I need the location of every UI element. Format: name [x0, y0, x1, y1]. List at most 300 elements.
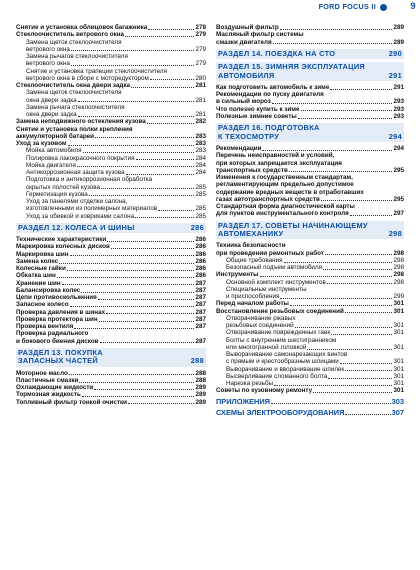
toc-entry-title: смазки двигателя	[216, 38, 272, 46]
dot-leader	[330, 89, 392, 90]
toc-entry	[16, 126, 206, 133]
wiring-diagrams-title: СХЕМЫ ЭЛЕКТРООБОРУДОВАНИЯ	[216, 407, 345, 417]
dot-leader	[301, 110, 393, 111]
toc-entry[interactable]	[16, 191, 206, 198]
toc-entry-title: транспортных средств	[216, 166, 288, 174]
dot-leader	[147, 123, 195, 124]
toc-entry-title: ветрового окна	[26, 60, 70, 68]
toc-entry-page: 287	[195, 286, 206, 294]
toc-entry-title: Болты с внутренним шестигранником	[226, 336, 337, 344]
dot-leader	[70, 255, 195, 256]
toc-entry	[16, 104, 206, 111]
toc-entry-title: Снятие и установка облицовок багажника	[16, 24, 148, 31]
toc-entry-page: 289	[195, 398, 206, 406]
dot-leader	[126, 174, 195, 175]
toc-entry-title: Замена щеток стеклоочистителя	[26, 89, 122, 97]
toc-entry-page: 287	[195, 308, 206, 316]
toc-entry[interactable]	[16, 370, 206, 377]
toc-entry[interactable]	[16, 384, 206, 391]
toc-entry-page: 288	[195, 369, 206, 377]
toc-entry[interactable]	[216, 84, 404, 91]
dot-leader	[101, 188, 194, 189]
toc-entry[interactable]	[16, 294, 206, 301]
section-14-title: РАЗДЕЛ 14. ПОЕЗДКА НА СТО	[218, 48, 336, 58]
toc-entry[interactable]	[216, 264, 404, 271]
dot-leader	[67, 270, 195, 271]
toc-entry-page: 293	[393, 105, 404, 113]
toc-entry-page: 289	[195, 384, 206, 392]
dot-leader	[106, 313, 194, 314]
section-14-heading[interactable]	[216, 49, 404, 59]
dot-leader	[272, 103, 393, 104]
toc-entry[interactable]	[16, 399, 206, 406]
toc-entry[interactable]	[216, 167, 404, 174]
toc-entry[interactable]	[16, 243, 206, 250]
toc-entry-title: регламентирующим предельно допустимое	[216, 181, 354, 189]
toc-entry-title: для пунктов инструментального контроля	[216, 210, 349, 218]
toc-entry[interactable]	[16, 60, 206, 67]
toc-entry-page: 284	[195, 154, 206, 162]
toc-entry-page: 291	[393, 83, 404, 91]
toc-entry-title: Отворачивание поврежденных гаек	[226, 329, 331, 337]
dot-leader	[71, 50, 195, 51]
toc-entry-title: Герметизация кузова	[26, 190, 88, 198]
toc-entry	[16, 68, 206, 75]
section-17-title-line-2: АВТОМЕХАНИКУ	[218, 228, 284, 238]
toc-entry-page: 284	[195, 161, 206, 169]
dot-leader	[71, 65, 195, 66]
toc-entry[interactable]	[16, 391, 206, 398]
toc-entry-page: 283	[195, 132, 206, 140]
toc-entry[interactable]	[16, 82, 206, 89]
toc-entry-page: 287	[195, 301, 206, 309]
toc-entry[interactable]	[16, 309, 206, 316]
toc-entry-title: Снятие и установка трапеции стеклоочистителя	[26, 67, 167, 75]
toc-entry-page: 287	[195, 323, 206, 331]
toc-entry[interactable]	[216, 366, 404, 373]
toc-entry[interactable]	[216, 210, 404, 217]
toc-entry-title: Выворачивание самонарезающих винтов	[226, 351, 348, 359]
toc-entry-title: Что полезно купить к зиме	[216, 105, 300, 113]
toc-entry-title: Восстановление резьбовых соединений	[216, 307, 344, 315]
toc-entry-page: 294	[393, 145, 404, 153]
toc-entry	[216, 242, 404, 249]
page-number: 9	[410, 1, 416, 11]
toc-entry-title: Как подготовить автомобиль к зиме	[216, 83, 330, 91]
dot-leader	[260, 276, 393, 277]
dot-leader	[262, 150, 392, 151]
toc-entry[interactable]	[216, 39, 404, 46]
toc-entry-page: 281	[195, 82, 206, 89]
toc-entry[interactable]	[16, 111, 206, 118]
dot-leader	[111, 248, 195, 249]
toc-entry-title: Рекомендации по пуску двигателя	[216, 91, 324, 99]
section-16-title-line-1: РАЗДЕЛ 16. ПОДГОТОВКА	[218, 123, 320, 133]
toc-entry-title: Техника безопасности	[216, 242, 286, 250]
toc-entry[interactable]	[216, 196, 404, 203]
section-17-heading[interactable]	[216, 221, 404, 240]
toc-entry	[216, 337, 404, 344]
toc-entry[interactable]	[16, 205, 206, 212]
appendix-title: ПРИЛОЖЕНИЯ	[216, 396, 270, 406]
dot-leader	[271, 403, 391, 404]
toc-entry[interactable]	[16, 301, 206, 308]
toc-entry-page: 287	[195, 315, 206, 323]
dot-leader	[78, 116, 195, 117]
toc-entry[interactable]	[16, 184, 206, 191]
dot-leader	[298, 118, 393, 119]
dot-leader	[59, 263, 194, 264]
dot-leader	[307, 349, 392, 350]
toc-entry[interactable]	[16, 280, 206, 287]
dot-leader	[273, 43, 393, 44]
toc-entry[interactable]	[216, 373, 404, 380]
toc-entry-title: содержание вредных веществ в отработавших	[216, 188, 364, 196]
toc-right-block-4	[216, 242, 404, 394]
toc-entry[interactable]	[216, 106, 404, 113]
toc-entry-page: 280	[195, 74, 206, 82]
toc-entry-page: 286	[195, 272, 206, 280]
dot-leader	[289, 171, 393, 172]
toc-entry-title: Стеклоочиститель окна двери задка	[16, 82, 131, 89]
section-13-page: 288	[190, 356, 204, 366]
toc-entry-title: ветрового окна в сборе с моторедуктором	[26, 74, 149, 82]
toc-entry-page: 301	[393, 343, 404, 351]
toc-entry-page: 301	[393, 387, 404, 395]
toc-entry-title: Замена щеток стеклоочистителя	[26, 38, 122, 46]
toc-entry-title: Колесные гайки	[16, 265, 66, 273]
dot-leader	[290, 305, 393, 306]
toc-right-block-2	[216, 84, 404, 120]
toc-entry-title: Обкатка шин	[16, 272, 56, 280]
toc-entry-title: Балансировка колес	[16, 286, 81, 294]
toc-entry-title: Масляный фильтр системы	[216, 31, 304, 39]
toc-entry	[216, 203, 404, 210]
toc-entry-title: Технические характеристики	[16, 236, 107, 244]
toc-right-column	[216, 24, 404, 419]
toc-entry[interactable]	[216, 344, 404, 351]
toc-entry-page: 301	[393, 365, 404, 373]
dot-leader	[313, 392, 392, 393]
toc-entry[interactable]	[16, 251, 206, 258]
toc-entry-title: Проверка радиального	[16, 330, 89, 338]
toc-entry-title: Проверка давления в шинах	[16, 308, 106, 316]
toc-entry-page: 298	[393, 256, 404, 264]
toc-entry-title: Топливный фильтр тонкой очистки	[16, 398, 128, 406]
toc-entry[interactable]	[16, 75, 206, 82]
toc-entry	[216, 31, 404, 38]
section-17-title-line-1: РАЗДЕЛ 17. СОВЕТЫ НАЧИНАЮЩЕМУ	[218, 220, 368, 230]
toc-entry[interactable]	[16, 377, 206, 384]
toc-entry[interactable]	[16, 155, 206, 162]
toc-entry	[16, 53, 206, 60]
toc-entry-title: Тормозная жидкость	[16, 391, 81, 399]
toc-entry-page: 278	[195, 24, 206, 31]
toc-entry[interactable]	[16, 24, 206, 31]
toc-entry	[216, 152, 404, 159]
dot-leader	[70, 306, 195, 307]
toc-entry-title: Замена колес	[16, 257, 59, 265]
toc-entry-title: Советы по кузовному ремонту	[216, 387, 313, 395]
section-12-heading[interactable]	[16, 223, 206, 233]
dot-leader	[94, 389, 194, 390]
toc-entry-page: 301	[393, 307, 404, 315]
section-12-page: 286	[190, 222, 204, 232]
toc-entry-page: 279	[195, 45, 206, 53]
toc-entry-page: 298	[393, 278, 404, 286]
section-13-heading[interactable]	[16, 348, 206, 367]
dot-leader	[295, 327, 393, 328]
toc-entry-title: Полировка лакокрасочного покрытия	[26, 154, 135, 162]
appendix-entry[interactable]	[216, 397, 404, 406]
toc-entry-page: 289	[195, 391, 206, 399]
dot-leader	[345, 414, 390, 415]
toc-entry-page: 295	[393, 195, 404, 203]
toc-entry-page: 301	[393, 372, 404, 380]
toc-entry-title: окна двери задка	[26, 111, 77, 118]
dot-leader	[100, 342, 195, 343]
toc-entry[interactable]	[16, 213, 206, 220]
toc-entry	[16, 39, 206, 46]
toc-entry-page: 301	[393, 380, 404, 388]
toc-entry-title: Изменения к государственным стандартам,	[216, 174, 353, 182]
toc-entry-title: Мойка двигателя	[26, 161, 76, 169]
toc-entry-page: 289	[393, 24, 404, 31]
toc-entry-title: Основной комплект инструментов	[226, 278, 326, 286]
toc-entry-page: 285	[195, 183, 206, 191]
toc-entry[interactable]	[216, 257, 404, 264]
toc-entry-title: скрытых полостей кузова	[26, 183, 101, 191]
toc-entry-title: Высверливание сломанного болта	[226, 372, 328, 380]
toc-entry-page: 285	[195, 212, 206, 220]
toc-entry-page: 288	[195, 376, 206, 384]
toc-entry-title: Воздушный фильтр	[216, 24, 279, 31]
toc-entry-page: 299	[393, 293, 404, 301]
toc-entry-title: Антикоррозионная защита кузова	[26, 169, 125, 176]
toc-entry-title: Безопасный подъем автомобиля	[226, 264, 323, 272]
wiring-diagrams-entry[interactable]	[216, 408, 404, 417]
toc-entry-page: 281	[195, 111, 206, 118]
dot-leader	[98, 299, 195, 300]
dot-leader	[280, 29, 393, 30]
toc-entry	[216, 174, 404, 181]
toc-entry-page: 283	[195, 147, 206, 155]
dot-leader	[74, 328, 194, 329]
toc-entry-title: окна двери задка	[26, 96, 77, 104]
toc-entry[interactable]	[216, 322, 404, 329]
toc-entry[interactable]	[16, 338, 206, 345]
toc-entry-title: Общие требования	[226, 256, 283, 264]
toc-entry-title: резьбовых соединений	[226, 322, 294, 330]
toc-entry-title: изготовленными из полимерных материалов	[26, 205, 158, 213]
toc-entry[interactable]	[16, 133, 206, 140]
toc-entry[interactable]	[216, 300, 404, 307]
toc-entry-title: Отворачивание ржавых	[226, 314, 296, 322]
toc-entry[interactable]	[216, 358, 404, 365]
toc-entry-page: 293	[393, 112, 404, 120]
section-15-heading[interactable]	[216, 62, 404, 81]
section-16-title-line-2: К ТЕХОСМОТРУ	[218, 131, 280, 141]
dot-leader	[340, 363, 393, 364]
toc-entry-title: Замена неподвижного остекления кузова	[16, 118, 146, 126]
header-dot	[380, 4, 387, 11]
toc-entry-title: Маркировка шин	[16, 250, 69, 258]
toc-entry-page: 289	[393, 38, 404, 46]
dot-leader	[150, 79, 195, 80]
dot-leader	[82, 396, 195, 397]
toc-entry[interactable]	[216, 113, 404, 120]
toc-entry-title: Стандартная форма диагностической карты	[216, 203, 355, 211]
toc-entry-page: 287	[195, 279, 206, 287]
toc-entry-title: при которых запрещается эксплуатация	[216, 159, 342, 167]
toc-entry-title: Уход за обивкой и ковриками салона	[26, 212, 135, 220]
dot-leader	[131, 87, 194, 88]
toc-entry-title: аккумуляторной батареи	[16, 132, 95, 140]
section-16-page: 294	[388, 131, 402, 141]
toc-entry	[16, 198, 206, 205]
toc-left-column	[16, 24, 206, 406]
dot-leader	[69, 374, 195, 375]
toc-entry-title: и бокового биения дисков	[16, 337, 99, 345]
wiring-diagrams-page: 307	[391, 407, 404, 417]
toc-entry[interactable]	[216, 98, 404, 105]
section-15-title-line-1: РАЗДЕЛ 15. ЗИМНЯЯ ЭКСПЛУАТАЦИЯ	[218, 62, 366, 72]
toc-entry-page: 287	[195, 337, 206, 345]
toc-entry-page: 298	[393, 271, 404, 279]
toc-entry-title: Хранение шин	[16, 279, 61, 287]
toc-entry-page: 286	[195, 265, 206, 273]
toc-entry-title: с прямым и крестообразным шлицами	[226, 358, 339, 366]
toc-entry-page: 301	[393, 358, 404, 366]
toc-entry[interactable]	[216, 308, 404, 315]
toc-entry-title: Подготовка и антикоррозионная обработка	[26, 176, 153, 184]
toc-entry	[216, 181, 404, 188]
toc-entry[interactable]	[16, 31, 206, 38]
toc-entry-title: Рекомендации	[216, 145, 262, 153]
toc-entry-title: Специальные инструменты	[226, 285, 307, 293]
toc-entry-title: Перечень неисправностей и условий,	[216, 152, 335, 160]
dot-leader	[136, 159, 195, 160]
appendix-page: 303	[391, 396, 404, 406]
toc-entry-page: 279	[195, 31, 206, 39]
toc-entry-title: Замена рычага стеклоочистителя	[26, 103, 125, 111]
section-13-title-line-1: РАЗДЕЛ 13. ПОКУПКА	[18, 347, 103, 357]
section-12-title: РАЗДЕЛ 12. КОЛЕСА И ШИНЫ	[18, 222, 135, 232]
toc-entry-title: при проведении ремонтных работ	[216, 249, 324, 257]
dot-leader	[148, 29, 194, 30]
toc-entry[interactable]	[16, 118, 206, 125]
toc-entry-title: Охлаждающие жидкости	[16, 384, 94, 392]
toc-entry-page: 282	[195, 118, 206, 126]
dot-leader	[321, 200, 393, 201]
toc-entry	[216, 286, 404, 293]
toc-entry-title: Замена рычагов стеклоочистителя	[26, 53, 128, 60]
toc-entry[interactable]	[16, 287, 206, 294]
dot-leader	[68, 145, 195, 146]
toc-entry-title: Снятие и установка полки крепления	[16, 125, 133, 133]
dot-leader	[95, 137, 194, 138]
dot-leader	[78, 101, 195, 102]
toc-entry[interactable]	[216, 387, 404, 394]
toc-entry-title: Выворачивание и вворачивание шпилек	[226, 365, 345, 373]
toc-entry-page: 301	[393, 300, 404, 308]
toc-entry-page: 286	[195, 236, 206, 244]
section-17-page: 298	[388, 228, 402, 238]
section-13-title-line-2: ЗАПАСНЫХ ЧАСТЕЙ	[18, 356, 98, 366]
toc-entry-page: 279	[195, 60, 206, 68]
dot-leader	[325, 254, 393, 255]
dot-leader	[350, 215, 393, 216]
toc-entry-page: 301	[393, 329, 404, 337]
toc-entry[interactable]	[216, 279, 404, 286]
toc-entry-title: Цепи противоскольжения	[16, 294, 97, 302]
toc-entry	[216, 315, 404, 322]
toc-right-block-3	[216, 145, 404, 218]
dot-leader	[328, 378, 392, 379]
section-16-heading[interactable]	[216, 123, 404, 142]
toc-entry-page: 283	[195, 140, 206, 147]
toc-entry-page: 295	[393, 166, 404, 174]
dot-leader	[107, 241, 194, 242]
toc-entry[interactable]	[16, 46, 206, 53]
toc-entry-title: Нарезка резьбы	[226, 380, 274, 388]
dot-leader	[125, 36, 194, 37]
toc-entry-title: Маркировка колесных дисков	[16, 243, 110, 251]
toc-entry[interactable]	[16, 97, 206, 104]
toc-entry[interactable]	[216, 271, 404, 278]
toc-entry[interactable]	[216, 329, 404, 336]
toc-entry[interactable]	[216, 380, 404, 387]
toc-left-block-3	[16, 370, 206, 406]
toc-entry[interactable]	[16, 236, 206, 243]
toc-entry-title: газах автотранспортных средств	[216, 195, 320, 203]
toc-entry-page: 284	[195, 169, 206, 176]
section-15-title-line-2: АВТОМОБИЛЯ	[218, 70, 275, 80]
dot-leader	[284, 262, 393, 263]
toc-entry[interactable]	[16, 316, 206, 323]
dot-leader	[128, 403, 194, 404]
toc-entry[interactable]	[16, 162, 206, 169]
dot-leader	[327, 283, 393, 284]
section-15-page: 291	[388, 70, 402, 80]
toc-entry-page: 286	[195, 243, 206, 251]
section-14-page: 290	[388, 48, 402, 58]
toc-entry[interactable]	[216, 250, 404, 257]
dot-leader	[331, 334, 392, 335]
running-title: FORD FOCUS II	[318, 2, 376, 11]
dot-leader	[345, 370, 392, 371]
toc-entry-title: Проверка протектора шин	[16, 315, 98, 323]
toc-entry-page: 285	[195, 190, 206, 198]
dot-leader	[57, 277, 195, 278]
toc-entry[interactable]	[16, 272, 206, 279]
toc-entry-title: Инструменты	[216, 271, 259, 279]
dot-leader	[345, 312, 393, 313]
toc-entry	[216, 189, 404, 196]
toc-entry-title: и приспособления	[226, 293, 280, 301]
toc-entry-page: 285	[195, 205, 206, 213]
page-header	[0, 0, 420, 16]
toc-entry-title: Проверка вентиля	[16, 323, 74, 331]
toc-entry-page: 298	[393, 249, 404, 257]
dot-leader	[99, 321, 195, 322]
dot-leader	[135, 217, 194, 218]
toc-entry-title: или многогранной головкой	[226, 343, 307, 351]
toc-entry	[16, 330, 206, 337]
toc-entry-page: 301	[393, 322, 404, 330]
toc-entry[interactable]	[16, 323, 206, 330]
toc-entry[interactable]	[16, 147, 206, 154]
